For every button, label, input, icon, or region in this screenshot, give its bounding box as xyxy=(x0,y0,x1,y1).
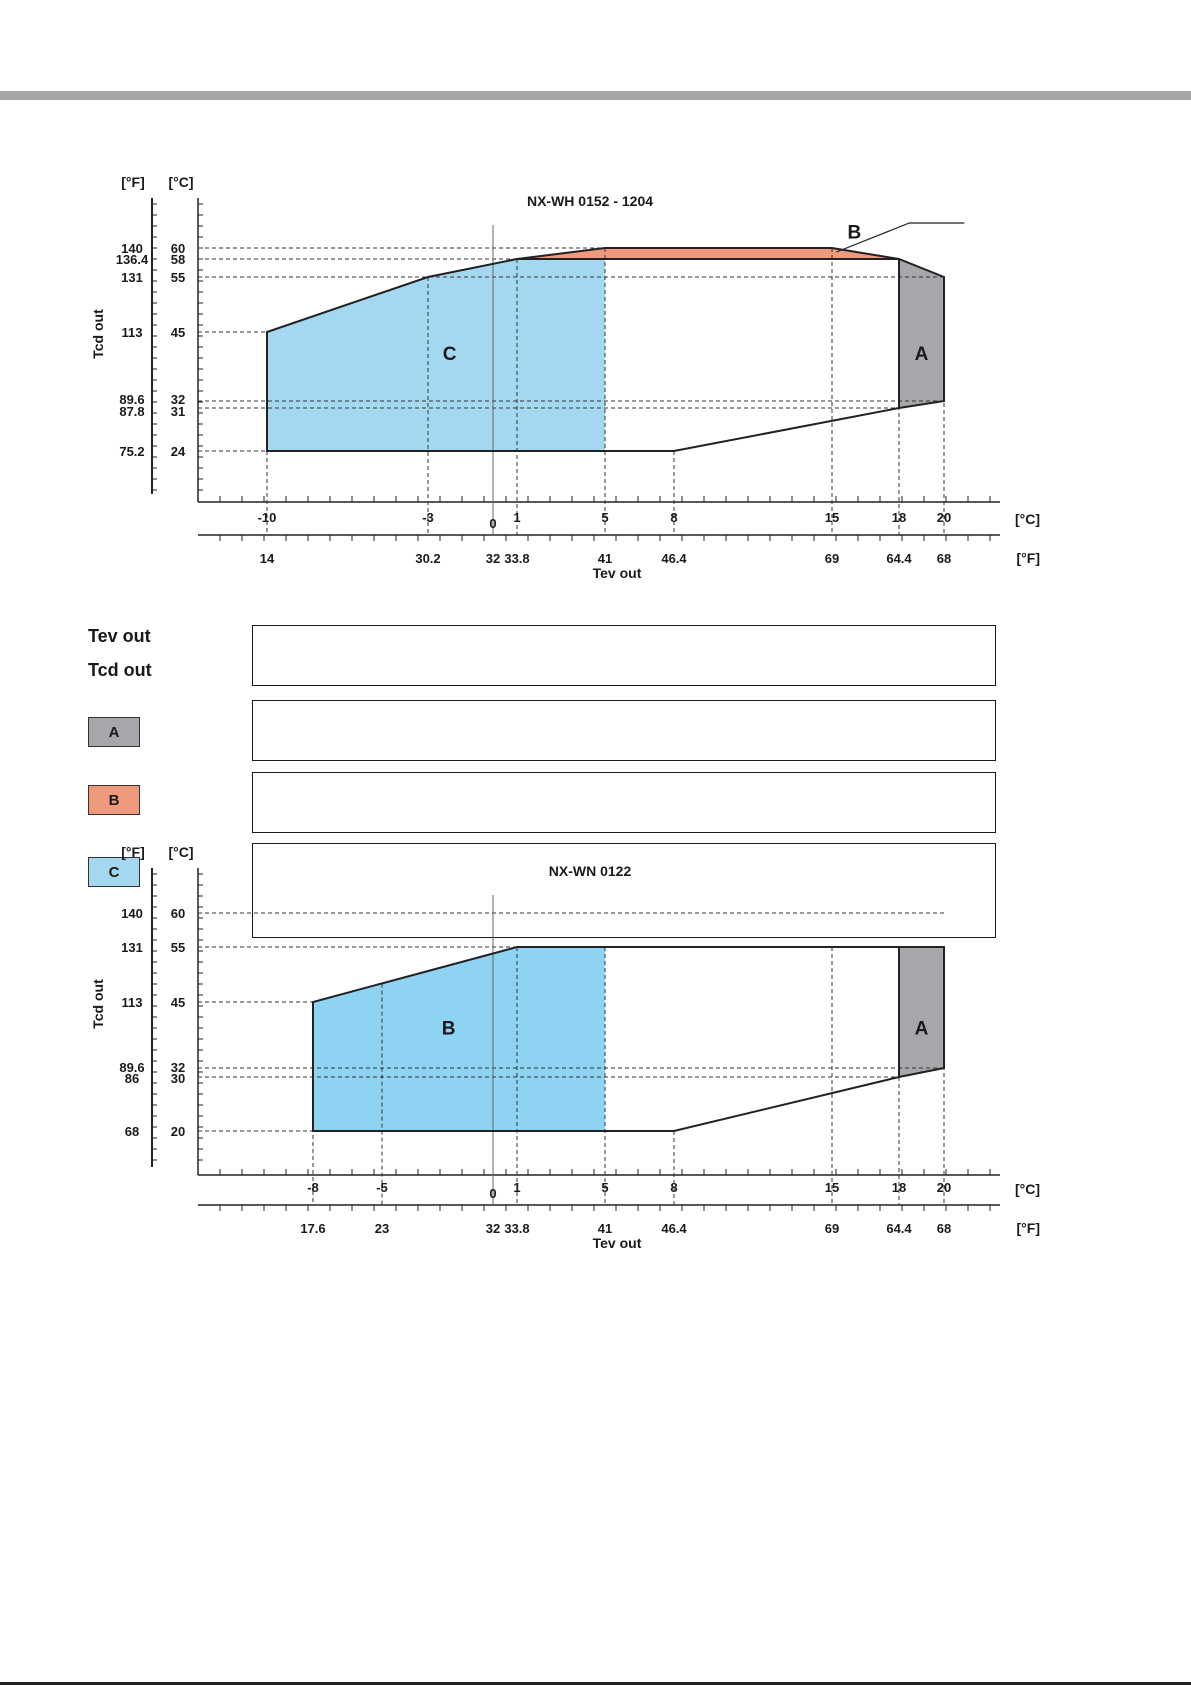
x-tick-f: 68 xyxy=(936,1221,952,1236)
x-axis-title: Tev out xyxy=(592,565,642,581)
x-unit-f: [°F] xyxy=(1016,550,1040,566)
x-tick-c: -10 xyxy=(257,510,277,525)
y-tick-f: 131 xyxy=(121,940,143,955)
y-tick-f: 89.6 xyxy=(119,1060,145,1075)
x-axis-title: Tev out xyxy=(592,1235,642,1251)
x-tick-c: 15 xyxy=(824,1180,840,1195)
x-tick-c: -5 xyxy=(376,1180,388,1195)
zone-b xyxy=(313,947,605,1131)
x-tick-c: 18 xyxy=(891,1180,907,1195)
y-tick-f: 131 xyxy=(121,270,143,285)
operating-envelope-chart-2 xyxy=(0,830,1191,1260)
x-tick-f: 69 xyxy=(824,551,840,566)
zone-a xyxy=(899,259,944,408)
legend-swatch-b: B xyxy=(88,785,140,815)
y-tick-f: 89.6 xyxy=(119,392,145,407)
x-tick-c: 8 xyxy=(670,510,678,525)
y-tick-c: 45 xyxy=(170,995,186,1010)
operating-envelope-chart-1 xyxy=(0,160,1191,590)
y-tick-f: 140 xyxy=(121,241,143,256)
zone-label-c: C xyxy=(442,344,457,366)
x-tick-f: 33.8 xyxy=(504,1221,530,1236)
x-tick-f: 30.2 xyxy=(415,551,441,566)
x-tick-c: 20 xyxy=(936,510,952,525)
y-tick-c: 60 xyxy=(170,241,186,256)
x-tick-c: 8 xyxy=(670,1180,678,1195)
zone-label-b: B xyxy=(441,1018,456,1040)
y-tick-c: 30 xyxy=(170,1071,186,1086)
x-tick-f: 64.4 xyxy=(886,1221,912,1236)
legend-description-box-a xyxy=(252,700,996,761)
legend-description-box-b xyxy=(252,772,996,833)
legend-swatch-a: A xyxy=(88,717,140,747)
y-tick-c: 58 xyxy=(170,252,186,267)
y-tick-f: 113 xyxy=(121,325,143,340)
unit-label-c: [°C] xyxy=(168,844,194,860)
y-tick-f: 140 xyxy=(121,906,143,921)
unit-label-f: [°F] xyxy=(121,174,145,190)
x-unit-c: [°C] xyxy=(1014,1181,1040,1197)
x-tick-c: 1 xyxy=(513,1180,521,1195)
y-tick-c: 24 xyxy=(170,444,186,459)
x-tick-f: 32 xyxy=(485,551,501,566)
y-axis-title: Tcd out xyxy=(90,979,106,1029)
unit-label-f: [°F] xyxy=(121,844,145,860)
x-tick-c: 0 xyxy=(489,1186,497,1201)
x-tick-c: 5 xyxy=(601,510,609,525)
y-tick-c: 45 xyxy=(170,325,186,340)
y-tick-c: 32 xyxy=(170,392,186,407)
y-tick-f: 87.8 xyxy=(119,404,145,419)
x-tick-f: 32 xyxy=(485,1221,501,1236)
x-tick-f: 33.8 xyxy=(504,551,530,566)
x-tick-f: 23 xyxy=(374,1221,390,1236)
y-tick-f: 68 xyxy=(124,1124,140,1139)
y-tick-c: 55 xyxy=(170,940,186,955)
x-tick-c: -3 xyxy=(422,510,434,525)
x-tick-f: 17.6 xyxy=(300,1221,326,1236)
x-tick-f: 46.4 xyxy=(661,551,687,566)
zone-label-a: A xyxy=(914,1018,929,1040)
x-tick-c: 15 xyxy=(824,510,840,525)
chart-title: NX-WN 0122 xyxy=(548,863,632,879)
x-tick-c: 0 xyxy=(489,516,497,531)
y-tick-c: 55 xyxy=(170,270,186,285)
x-tick-c: 1 xyxy=(513,510,521,525)
x-unit-c: [°C] xyxy=(1014,511,1040,527)
zone-a xyxy=(899,947,944,1077)
y-tick-c: 60 xyxy=(170,906,186,921)
unit-label-c: [°C] xyxy=(168,174,194,190)
chart-title: NX-WH 0152 - 1204 xyxy=(526,193,654,209)
x-tick-c: -8 xyxy=(307,1180,319,1195)
x-tick-f: 69 xyxy=(824,1221,840,1236)
y-tick-f: 113 xyxy=(121,995,143,1010)
legend-description-box-temps xyxy=(252,625,996,686)
x-tick-f: 68 xyxy=(936,551,952,566)
x-tick-c: 18 xyxy=(891,510,907,525)
x-tick-c: 5 xyxy=(601,1180,609,1195)
x-tick-f: 41 xyxy=(597,551,613,566)
x-tick-f: 14 xyxy=(259,551,275,566)
y-tick-f: 75.2 xyxy=(119,444,145,459)
y-tick-f: 86 xyxy=(124,1071,140,1086)
legend-tev-out-label: Tev out xyxy=(88,626,151,646)
x-unit-f: [°F] xyxy=(1016,1220,1040,1236)
y-axis-title: Tcd out xyxy=(90,309,106,359)
zone-label-b: B xyxy=(847,222,862,244)
y-tick-c: 32 xyxy=(170,1060,186,1075)
x-tick-f: 46.4 xyxy=(661,1221,687,1236)
x-tick-c: 20 xyxy=(936,1180,952,1195)
zone-label-a: A xyxy=(914,344,929,366)
y-tick-f: 136.4 xyxy=(115,252,149,267)
x-tick-f: 41 xyxy=(597,1221,613,1236)
legend-swatch-c: C xyxy=(88,857,140,887)
header-rule xyxy=(0,91,1191,100)
y-tick-c: 31 xyxy=(170,404,186,419)
zone-c xyxy=(267,259,605,451)
legend-tcd-out-label: Tcd out xyxy=(88,660,152,680)
x-tick-f: 64.4 xyxy=(886,551,912,566)
y-tick-c: 20 xyxy=(170,1124,186,1139)
